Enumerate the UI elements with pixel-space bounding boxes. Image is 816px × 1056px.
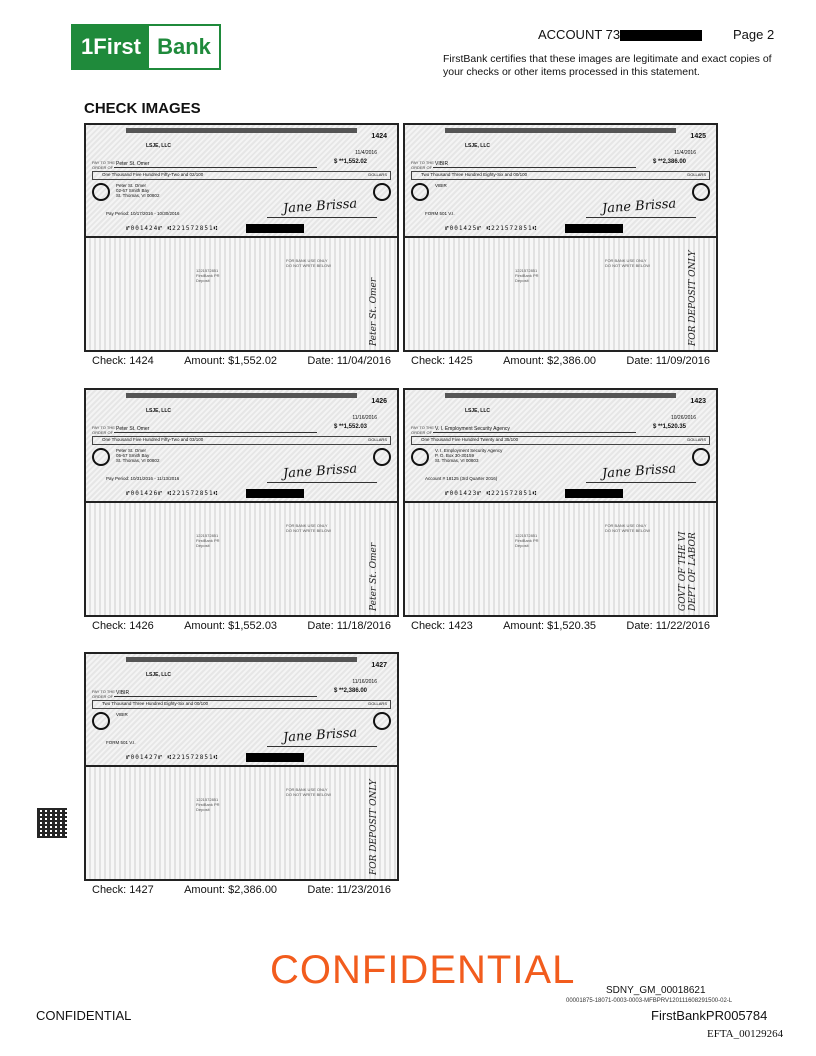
page-number: Page 2 bbox=[733, 27, 775, 42]
check-signature: Jane Brissa bbox=[601, 196, 677, 217]
sdny-bates-number: SDNY_GM_00018621 bbox=[606, 985, 706, 996]
logo-bank-text: Bank bbox=[157, 34, 211, 59]
caption-amount: Amount: $2,386.00 bbox=[503, 355, 597, 367]
back-processing-text: FOR BANK USE ONLY DO NOT WRITE BELOW bbox=[286, 787, 332, 797]
signature-line bbox=[586, 482, 696, 483]
check-back-image bbox=[403, 238, 718, 352]
caption-check-number: Check: 1427 bbox=[92, 884, 154, 896]
check-date: 11/4/2016 bbox=[355, 150, 377, 156]
logo-number: 1 bbox=[81, 34, 94, 59]
check-payee: VIBIR bbox=[435, 161, 449, 167]
micr-line: ⑈001427⑈ ⑆221572851⑆ bbox=[126, 754, 219, 761]
check-amount-words: One Thousand Five Hundred Fifty-Two and 02/100 bbox=[102, 172, 204, 177]
micr-redaction bbox=[246, 224, 304, 233]
check-back-image bbox=[84, 767, 399, 881]
document-code: 00001875-18071-0003-0003-MFBPRV120111608291500-02-L bbox=[566, 998, 733, 1004]
check-front-image bbox=[84, 388, 399, 503]
check-security-banner bbox=[445, 393, 676, 398]
caption-check-number: Check: 1425 bbox=[411, 355, 473, 367]
payee-line bbox=[114, 432, 317, 433]
check-circle-left bbox=[92, 448, 110, 466]
confidential-watermark: CONFIDENTIAL bbox=[270, 948, 576, 992]
back-processing-text: FOR BANK USE ONLY DO NOT WRITE BELOW bbox=[286, 523, 332, 533]
check-circle-right bbox=[692, 448, 710, 466]
check-payee: Peter St. Omer bbox=[116, 426, 150, 432]
section-title: CHECK IMAGES bbox=[84, 100, 201, 117]
check-security-banner bbox=[445, 128, 676, 133]
caption-amount: Amount: $1,552.02 bbox=[184, 355, 278, 367]
check-circle-right bbox=[692, 183, 710, 201]
caption-check-number: Check: 1426 bbox=[92, 620, 154, 632]
check-panel bbox=[84, 123, 399, 367]
caption-amount: Amount: $1,520.35 bbox=[503, 620, 597, 632]
check-payer: LSJE, LLC bbox=[465, 408, 491, 414]
pay-to-label: PAY TO THE ORDER OF bbox=[92, 160, 115, 170]
pay-to-label: PAY TO THE ORDER OF bbox=[92, 689, 115, 699]
back-bank-stamp: 1221572851 FirstBank PR Deposit bbox=[515, 268, 539, 283]
check-amount: $ **1,552.03 bbox=[333, 424, 367, 430]
check-security-banner bbox=[126, 128, 357, 133]
check-caption bbox=[84, 617, 399, 632]
check-endorsement: Peter St. Omer bbox=[369, 542, 379, 611]
check-endorsement: FOR DEPOSIT ONLY bbox=[369, 779, 379, 875]
caption-check-number: Check: 1424 bbox=[92, 355, 154, 367]
back-processing-text: FOR BANK USE ONLY DO NOT WRITE BELOW bbox=[286, 258, 332, 268]
check-caption bbox=[84, 881, 399, 896]
check-amount-words: One Thousand Five Hundred Twenty and 35/100 bbox=[421, 437, 519, 442]
pay-to-label: PAY TO THE ORDER OF bbox=[411, 160, 434, 170]
account-number bbox=[538, 27, 702, 42]
check-payee: VIBIR bbox=[116, 690, 130, 696]
check-address: VIBIR bbox=[116, 712, 128, 717]
payee-line bbox=[114, 696, 317, 697]
account-label: ACCOUNT 73 bbox=[538, 27, 621, 42]
micr-line: ⑈001425⑈ ⑆221572851⑆ bbox=[445, 225, 538, 232]
micr-redaction bbox=[565, 489, 623, 498]
check-amount: $ **2,386.00 bbox=[652, 159, 686, 165]
check-security-banner bbox=[126, 393, 357, 398]
check-caption bbox=[84, 352, 399, 367]
payee-line bbox=[433, 167, 636, 168]
qr-code bbox=[37, 808, 67, 838]
check-circle-right bbox=[373, 712, 391, 730]
check-back-image bbox=[403, 503, 718, 617]
check-panel bbox=[403, 123, 718, 367]
check-address: Peter St. Omer 02-67 Smith Bay St. Thomas, VI 00802 bbox=[116, 183, 160, 198]
firstbank-logo bbox=[71, 24, 221, 70]
check-number: 1424 bbox=[371, 133, 387, 140]
check-endorsement: Peter St. Omer bbox=[369, 277, 379, 346]
micr-redaction bbox=[246, 489, 304, 498]
check-amount: $ **1,552.02 bbox=[333, 159, 367, 165]
micr-redaction bbox=[565, 224, 623, 233]
dollars-label: DOLLARS bbox=[687, 437, 706, 442]
check-memo: Account # 18125 (3rd Quarter 2016) bbox=[425, 476, 498, 481]
check-payer: LSJE, LLC bbox=[465, 143, 491, 149]
check-circle-left bbox=[411, 448, 429, 466]
check-date: 10/26/2016 bbox=[670, 415, 696, 421]
check-circle-right bbox=[373, 183, 391, 201]
check-circle-left bbox=[92, 183, 110, 201]
caption-amount: Amount: $2,386.00 bbox=[184, 884, 278, 896]
payee-line bbox=[433, 432, 636, 433]
caption-date: Date: 11/18/2016 bbox=[307, 620, 391, 632]
check-security-banner bbox=[126, 657, 357, 662]
check-payer: LSJE, LLC bbox=[146, 408, 172, 414]
check-date: 11/4/2016 bbox=[674, 150, 696, 156]
check-date: 11/16/2016 bbox=[352, 679, 377, 685]
check-address: VIBIR bbox=[435, 183, 447, 188]
check-front-image bbox=[403, 123, 718, 238]
caption-date: Date: 11/23/2016 bbox=[307, 884, 391, 896]
check-address: V. I. Employment Security Agency P. O. Box 30-30159 St. Thomas, VI 00803 bbox=[435, 448, 503, 463]
check-panel bbox=[403, 388, 718, 632]
back-bank-stamp: 1221572851 FirstBank PR Deposit bbox=[515, 533, 539, 548]
check-circle-left bbox=[411, 183, 429, 201]
check-panel bbox=[84, 652, 399, 896]
confidential-footer: CONFIDENTIAL bbox=[36, 1008, 132, 1023]
dollars-label: DOLLARS bbox=[687, 172, 706, 177]
back-bank-stamp: 1221572851 FirstBank PR Deposit bbox=[196, 268, 220, 283]
check-back-image bbox=[84, 238, 399, 352]
check-front-image bbox=[84, 652, 399, 767]
pay-to-label: PAY TO THE ORDER OF bbox=[411, 425, 434, 435]
check-amount-words: Two Thousand Three Hundred Eighty-Six and 00/100 bbox=[421, 172, 528, 177]
check-amount-words: Two Thousand Three Hundred Eighty-Six and 00/100 bbox=[102, 701, 209, 706]
check-front-image bbox=[403, 388, 718, 503]
bates-number: FirstBankPR005784 bbox=[651, 1008, 768, 1023]
micr-line: ⑈001424⑈ ⑆221572851⑆ bbox=[126, 225, 219, 232]
micr-redaction bbox=[246, 753, 304, 762]
check-memo: FORM 501 V.I. bbox=[425, 211, 455, 216]
back-bank-stamp: 1221572851 FirstBank PR Deposit bbox=[196, 797, 220, 812]
check-number: 1427 bbox=[371, 662, 387, 669]
check-payee: Peter St. Omer bbox=[116, 161, 150, 167]
check-memo: Pay Period: 10/31/2016 - 11/13/2016 bbox=[106, 476, 180, 481]
check-caption bbox=[403, 617, 718, 632]
check-signature: Jane Brissa bbox=[282, 461, 358, 482]
certification-text: FirstBank certifies that these images are legitimate and exact copies of your checks or other items processed in this statement. bbox=[443, 53, 772, 78]
micr-line: ⑈001423⑈ ⑆221572851⑆ bbox=[445, 490, 538, 497]
logo-first-block bbox=[73, 26, 149, 68]
check-caption bbox=[403, 352, 718, 367]
back-processing-text: FOR BANK USE ONLY DO NOT WRITE BELOW bbox=[605, 258, 651, 268]
check-circle-left bbox=[92, 712, 110, 730]
signature-line bbox=[267, 746, 377, 747]
check-signature: Jane Brissa bbox=[282, 725, 358, 746]
dollars-label: DOLLARS bbox=[368, 172, 387, 177]
pay-to-label: PAY TO THE ORDER OF bbox=[92, 425, 115, 435]
check-number: 1423 bbox=[690, 398, 706, 405]
check-amount-words: One Thousand Five Hundred Fifty-Two and 03/100 bbox=[102, 437, 204, 442]
check-number: 1425 bbox=[690, 133, 706, 140]
caption-date: Date: 11/22/2016 bbox=[626, 620, 710, 632]
check-endorsement: FOR DEPOSIT ONLY bbox=[688, 250, 698, 346]
check-date: 11/16/2016 bbox=[352, 415, 377, 421]
check-amount: $ **1,520.35 bbox=[652, 424, 686, 430]
check-payee: V. I. Employment Security Agency bbox=[435, 426, 510, 432]
back-processing-text: FOR BANK USE ONLY DO NOT WRITE BELOW bbox=[605, 523, 651, 533]
dollars-label: DOLLARS bbox=[368, 701, 387, 706]
signature-line bbox=[586, 217, 696, 218]
check-panel bbox=[84, 388, 399, 632]
check-front-image bbox=[84, 123, 399, 238]
check-circle-right bbox=[373, 448, 391, 466]
account-redaction bbox=[620, 30, 702, 41]
dollars-label: DOLLARS bbox=[368, 437, 387, 442]
check-memo: Pay Period: 10/17/2016 - 10/30/2016 bbox=[106, 211, 180, 216]
check-memo: FORM 501 V.I. bbox=[106, 740, 136, 745]
micr-line: ⑈001426⑈ ⑆221572851⑆ bbox=[126, 490, 219, 497]
check-signature: Jane Brissa bbox=[601, 461, 677, 482]
check-signature: Jane Brissa bbox=[282, 196, 358, 217]
signature-line bbox=[267, 217, 377, 218]
check-endorsement: GOVT OF THE VI DEPT OF LABOR bbox=[678, 531, 698, 611]
check-back-image bbox=[84, 503, 399, 617]
check-address: Peter St. Omer 05-67 Smith Bay St. Thomas, VI 00802 bbox=[116, 448, 160, 463]
check-amount: $ **2,386.00 bbox=[333, 688, 367, 694]
efta-number: EFTA_00129264 bbox=[707, 1028, 784, 1040]
caption-amount: Amount: $1,552.03 bbox=[184, 620, 278, 632]
back-bank-stamp: 1221572851 FirstBank PR Deposit bbox=[196, 533, 220, 548]
signature-line bbox=[267, 482, 377, 483]
check-number: 1426 bbox=[371, 398, 387, 405]
logo-first-text: First bbox=[93, 34, 141, 59]
check-payer: LSJE, LLC bbox=[146, 672, 172, 678]
caption-check-number: Check: 1423 bbox=[411, 620, 473, 632]
caption-date: Date: 11/04/2016 bbox=[307, 355, 391, 367]
payee-line bbox=[114, 167, 317, 168]
caption-date: Date: 11/09/2016 bbox=[626, 355, 710, 367]
check-payer: LSJE, LLC bbox=[146, 143, 172, 149]
